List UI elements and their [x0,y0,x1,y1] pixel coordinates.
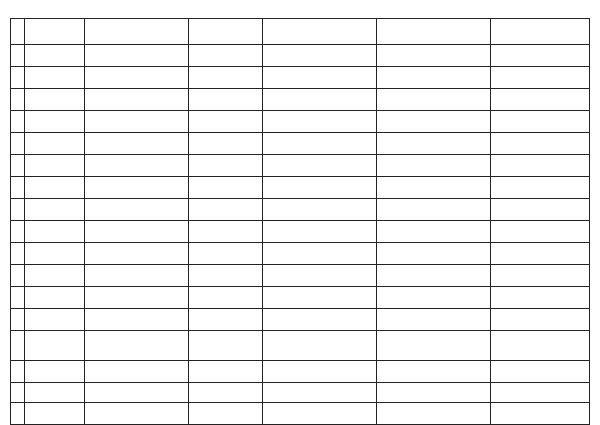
cell-note [491,287,590,309]
table-row [11,383,590,403]
cell-name [25,89,85,111]
cell-note [491,199,590,221]
table-row [11,331,590,361]
cell-plan [377,287,491,309]
cell-scale [263,309,377,331]
cell-scale [263,19,377,45]
cell-plan [377,331,491,361]
cell-note [491,383,590,403]
cell-time [189,89,263,111]
cell-time [189,155,263,177]
cell-time [189,361,263,383]
cell-note [491,403,590,425]
cell-plan [377,133,491,155]
table-row [11,243,590,265]
cell-road [85,133,189,155]
cell-road [85,155,189,177]
cell-time [189,309,263,331]
cell-scale [263,67,377,89]
cell-plan [377,243,491,265]
cell-note [491,89,590,111]
cell-road [85,383,189,403]
cell-plan [377,177,491,199]
cell-name [25,177,85,199]
cell-road [85,45,189,67]
cell-scale [263,111,377,133]
table-row [11,155,590,177]
cell-name [25,383,85,403]
cell-name [25,403,85,425]
cell-plan [377,45,491,67]
cell-time [189,199,263,221]
cell-scale [263,45,377,67]
cell-plan [377,309,491,331]
cell-num [11,89,25,111]
cell-scale [263,221,377,243]
cell-road [85,309,189,331]
cell-plan [377,221,491,243]
table-row [11,67,590,89]
table-row [11,45,590,67]
cell-scale [263,243,377,265]
cell-num [11,67,25,89]
cell-scale [263,331,377,361]
cell-num [11,287,25,309]
cell-road [85,361,189,383]
cell-scale [263,199,377,221]
cell-time [189,177,263,199]
construction-schedule-table [10,18,590,425]
cell-road [85,221,189,243]
cell-time [189,133,263,155]
cell-road [85,19,189,45]
table-row [11,133,590,155]
cell-num [11,111,25,133]
cell-name [25,361,85,383]
cell-road [85,331,189,361]
cell-time [189,403,263,425]
cell-plan [377,67,491,89]
cell-time [189,265,263,287]
table-row [11,111,590,133]
table-row [11,221,590,243]
cell-num [11,133,25,155]
cell-note [491,155,590,177]
cell-scale [263,155,377,177]
cell-name [25,199,85,221]
cell-note [491,243,590,265]
cell-road [85,287,189,309]
table-row [11,309,590,331]
cell-time [189,221,263,243]
table-row [11,403,590,425]
cell-road [85,177,189,199]
cell-num [11,177,25,199]
cell-time [189,111,263,133]
cell-time [189,67,263,89]
cell-num [11,331,25,361]
table-row [11,361,590,383]
cell-scale [263,287,377,309]
cell-num [11,403,25,425]
cell-note [491,19,590,45]
cell-note [491,67,590,89]
cell-num [11,243,25,265]
cell-road [85,67,189,89]
cell-plan [377,383,491,403]
cell-road [85,89,189,111]
cell-note [491,133,590,155]
table-row [11,19,590,45]
cell-num [11,19,25,45]
cell-scale [263,403,377,425]
cell-note [491,361,590,383]
cell-plan [377,199,491,221]
cell-time [189,45,263,67]
cell-num [11,45,25,67]
cell-name [25,111,85,133]
cell-time [189,19,263,45]
cell-note [491,177,590,199]
cell-num [11,361,25,383]
cell-scale [263,133,377,155]
cell-plan [377,19,491,45]
cell-road [85,243,189,265]
cell-num [11,309,25,331]
table-row [11,177,590,199]
cell-road [85,199,189,221]
cell-name [25,45,85,67]
table-row [11,89,590,111]
cell-time [189,243,263,265]
cell-plan [377,155,491,177]
cell-num [11,383,25,403]
cell-time [189,331,263,361]
table-row [11,287,590,309]
cell-num [11,221,25,243]
cell-scale [263,361,377,383]
cell-plan [377,403,491,425]
cell-name [25,243,85,265]
table-row [11,265,590,287]
cell-note [491,331,590,361]
cell-note [491,45,590,67]
cell-note [491,309,590,331]
cell-name [25,221,85,243]
cell-road [85,111,189,133]
cell-plan [377,361,491,383]
cell-name [25,331,85,361]
cell-plan [377,265,491,287]
cell-name [25,67,85,89]
cell-plan [377,111,491,133]
cell-scale [263,177,377,199]
cell-scale [263,383,377,403]
cell-note [491,221,590,243]
cell-note [491,111,590,133]
cell-name [25,133,85,155]
cell-time [189,383,263,403]
cell-plan [377,89,491,111]
cell-road [85,403,189,425]
cell-name [25,155,85,177]
cell-time [189,287,263,309]
cell-scale [263,89,377,111]
cell-note [491,265,590,287]
cell-num [11,265,25,287]
cell-name [25,19,85,45]
table-row [11,199,590,221]
cell-num [11,199,25,221]
cell-name [25,309,85,331]
cell-road [85,265,189,287]
cell-num [11,155,25,177]
cell-name [25,287,85,309]
cell-name [25,265,85,287]
cell-scale [263,265,377,287]
